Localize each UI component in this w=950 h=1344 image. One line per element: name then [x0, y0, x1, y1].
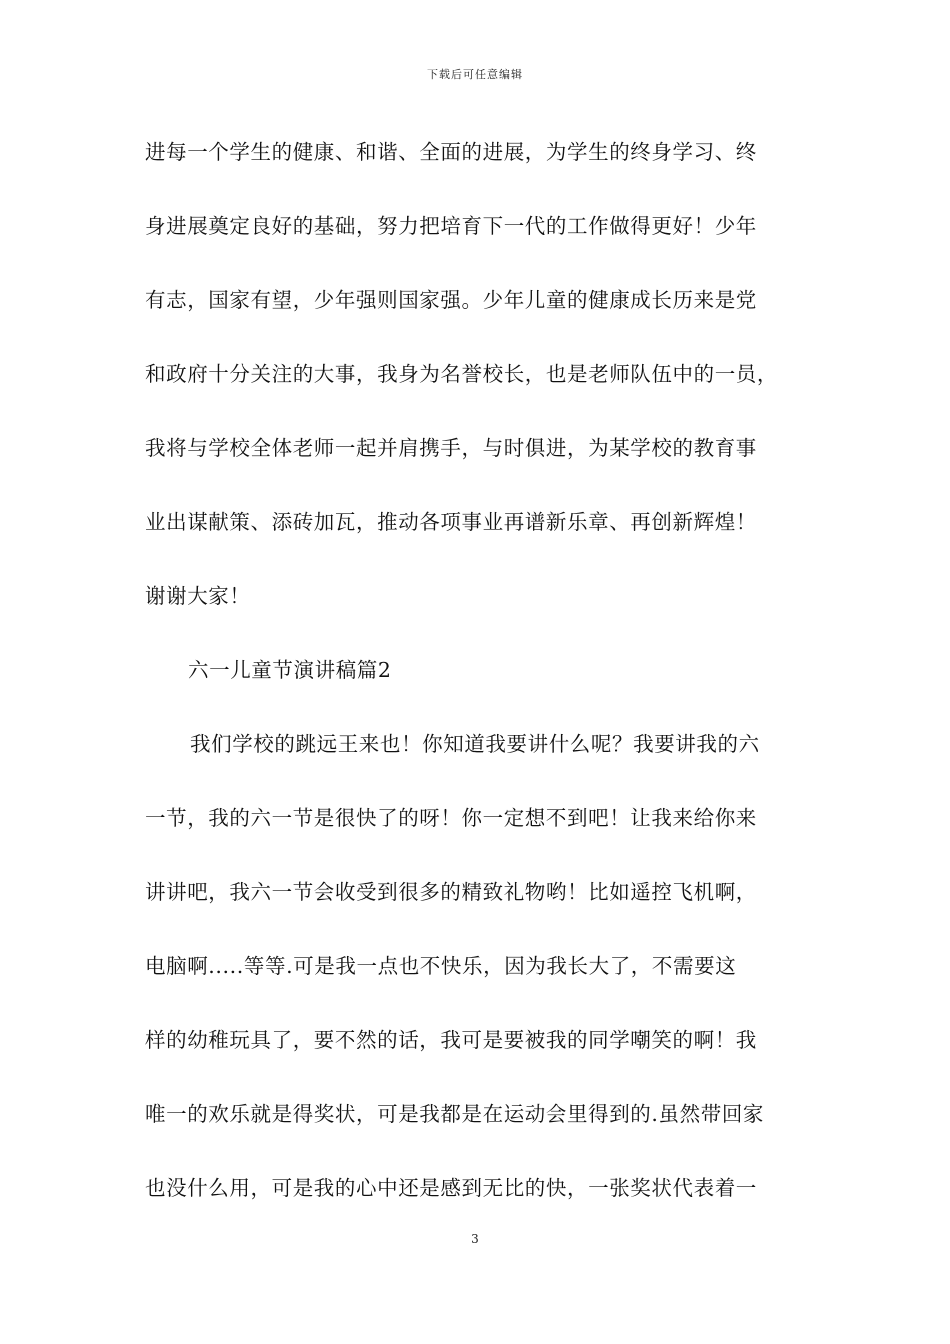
body-line: 样的幼稚玩具了，要不然的话，我可是要被我的同学嘲笑的啊！我	[145, 1028, 757, 1052]
section-heading: 六一儿童节演讲稿篇2	[188, 658, 392, 682]
page-header: 下载后可任意编辑	[427, 68, 523, 81]
body-line: 我们学校的跳远王来也！你知道我要讲什么呢？我要讲我的六	[190, 732, 760, 756]
body-line: 讲讲吧，我六一节会收受到很多的精致礼物哟！比如遥控飞机啊，	[145, 880, 757, 904]
body-line: 有志，国家有望，少年强则国家强。少年儿童的健康成长历来是党	[145, 288, 757, 312]
page-number: 3	[471, 1232, 479, 1246]
body-line: 进每一个学生的健康、和谐、全面的进展，为学生的终身学习、终	[145, 140, 757, 164]
body-line: 唯一的欢乐就是得奖状，可是我都是在运动会里得到的.虽然带回家	[145, 1102, 765, 1126]
body-line: 谢谢大家！	[145, 584, 251, 608]
body-line: 业出谋献策、添砖加瓦，推动各项事业再谱新乐章、再创新辉煌！	[145, 510, 757, 534]
body-line: 电脑啊.....等等.可是我一点也不快乐，因为我长大了，不需要这	[145, 954, 737, 978]
body-line: 和政府十分关注的大事，我身为名誉校长，也是老师队伍中的一员，	[145, 362, 778, 386]
body-line: 一节，我的六一节是很快了的呀！你一定想不到吧！让我来给你来	[145, 806, 757, 830]
body-line: 身进展奠定良好的基础，努力把培育下一代的工作做得更好！少年	[145, 214, 757, 238]
body-line: 我将与学校全体老师一起并肩携手，与时俱进，为某学校的教育事	[145, 436, 757, 460]
document-body	[145, 133, 810, 1243]
body-line: 也没什么用，可是我的心中还是感到无比的快，一张奖状代表着一	[145, 1176, 757, 1200]
